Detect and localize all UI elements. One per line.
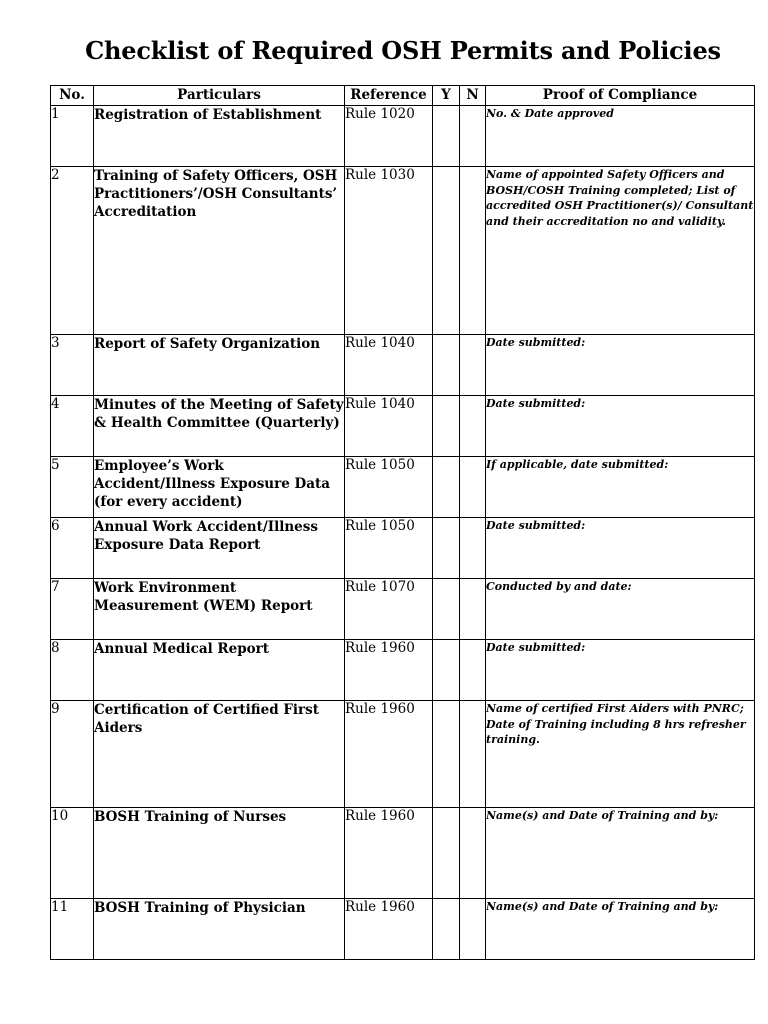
row-proof: Name(s) and Date of Training and by: — [486, 808, 755, 899]
row-reference: Rule 1960 — [345, 640, 433, 701]
document-title: Checklist of Required OSH Permits and Policies — [85, 36, 721, 65]
yes-check-cell[interactable] — [433, 167, 460, 335]
row-proof: Name(s) and Date of Training and by: — [486, 899, 755, 960]
col-header-no: No. — [51, 86, 94, 106]
table-row — [51, 640, 755, 701]
no-check-cell[interactable] — [460, 808, 486, 899]
row-particulars: Training of Safety Officers, OSH Practitioners’/OSH Consultants’ Accreditation — [94, 167, 345, 335]
table-row — [51, 167, 755, 335]
row-proof: No. & Date approved — [486, 106, 755, 167]
row-proof: Date submitted: — [486, 640, 755, 701]
row-number: 3 — [51, 335, 94, 396]
row-particulars: BOSH Training of Nurses — [94, 808, 345, 899]
row-number: 9 — [51, 701, 94, 808]
no-check-cell[interactable] — [460, 457, 486, 518]
col-header-y: Y — [433, 86, 460, 106]
yes-check-cell[interactable] — [433, 808, 460, 899]
table-row — [51, 899, 755, 960]
row-proof: Conducted by and date: — [486, 579, 755, 640]
row-particulars: Report of Safety Organization — [94, 335, 345, 396]
yes-check-cell[interactable] — [433, 396, 460, 457]
table-row — [51, 701, 755, 808]
row-number: 11 — [51, 899, 94, 960]
no-check-cell[interactable] — [460, 899, 486, 960]
row-proof: Date submitted: — [486, 335, 755, 396]
yes-check-cell[interactable] — [433, 106, 460, 167]
row-particulars: Certification of Certified First Aiders — [94, 701, 345, 808]
checklist-table — [50, 85, 755, 960]
no-check-cell[interactable] — [460, 335, 486, 396]
row-number: 4 — [51, 396, 94, 457]
row-reference: Rule 1960 — [345, 701, 433, 808]
row-particulars: Annual Work Accident/Illness Exposure Data Report — [94, 518, 345, 579]
row-reference: Rule 1070 — [345, 579, 433, 640]
row-number: 2 — [51, 167, 94, 335]
table-row — [51, 518, 755, 579]
row-reference: Rule 1050 — [345, 457, 433, 518]
row-reference: Rule 1020 — [345, 106, 433, 167]
col-header-proof: Proof of Compliance — [486, 86, 755, 106]
row-number: 7 — [51, 579, 94, 640]
row-proof: Name of certified First Aiders with PNRC; Date of Training including 8 hrs refresher training. — [486, 701, 755, 808]
row-particulars: Employee’s Work Accident/Illness Exposure Data (for every accident) — [94, 457, 345, 518]
row-particulars: Minutes of the Meeting of Safety & Health Committee (Quarterly) — [94, 396, 345, 457]
row-number: 10 — [51, 808, 94, 899]
no-check-cell[interactable] — [460, 518, 486, 579]
row-number: 8 — [51, 640, 94, 701]
no-check-cell[interactable] — [460, 396, 486, 457]
header-row — [51, 86, 755, 106]
row-number: 1 — [51, 106, 94, 167]
yes-check-cell[interactable] — [433, 701, 460, 808]
no-check-cell[interactable] — [460, 640, 486, 701]
row-proof: Date submitted: — [486, 396, 755, 457]
row-particulars: Work Environment Measurement (WEM) Report — [94, 579, 345, 640]
row-reference: Rule 1040 — [345, 396, 433, 457]
table-row — [51, 457, 755, 518]
table-row — [51, 335, 755, 396]
row-reference: Rule 1040 — [345, 335, 433, 396]
table-row — [51, 808, 755, 899]
row-reference: Rule 1960 — [345, 899, 433, 960]
row-particulars: Annual Medical Report — [94, 640, 345, 701]
no-check-cell[interactable] — [460, 579, 486, 640]
col-header-reference: Reference — [345, 86, 433, 106]
yes-check-cell[interactable] — [433, 457, 460, 518]
row-proof: If applicable, date submitted: — [486, 457, 755, 518]
table-row — [51, 106, 755, 167]
yes-check-cell[interactable] — [433, 579, 460, 640]
col-header-particulars: Particulars — [94, 86, 345, 106]
row-number: 5 — [51, 457, 94, 518]
row-proof: Date submitted: — [486, 518, 755, 579]
yes-check-cell[interactable] — [433, 335, 460, 396]
row-particulars: BOSH Training of Physician — [94, 899, 345, 960]
no-check-cell[interactable] — [460, 167, 486, 335]
row-reference: Rule 1960 — [345, 808, 433, 899]
no-check-cell[interactable] — [460, 701, 486, 808]
row-number: 6 — [51, 518, 94, 579]
yes-check-cell[interactable] — [433, 518, 460, 579]
yes-check-cell[interactable] — [433, 640, 460, 701]
yes-check-cell[interactable] — [433, 899, 460, 960]
table-row — [51, 579, 755, 640]
row-reference: Rule 1050 — [345, 518, 433, 579]
row-particulars: Registration of Establishment — [94, 106, 345, 167]
table-row — [51, 396, 755, 457]
col-header-n: N — [460, 86, 486, 106]
no-check-cell[interactable] — [460, 106, 486, 167]
row-proof: Name of appointed Safety Officers and BOSH/COSH Training completed; List of accredited OSH Practitioner(s)/ Consultant and their accreditation no and validity. — [486, 167, 755, 335]
row-reference: Rule 1030 — [345, 167, 433, 335]
